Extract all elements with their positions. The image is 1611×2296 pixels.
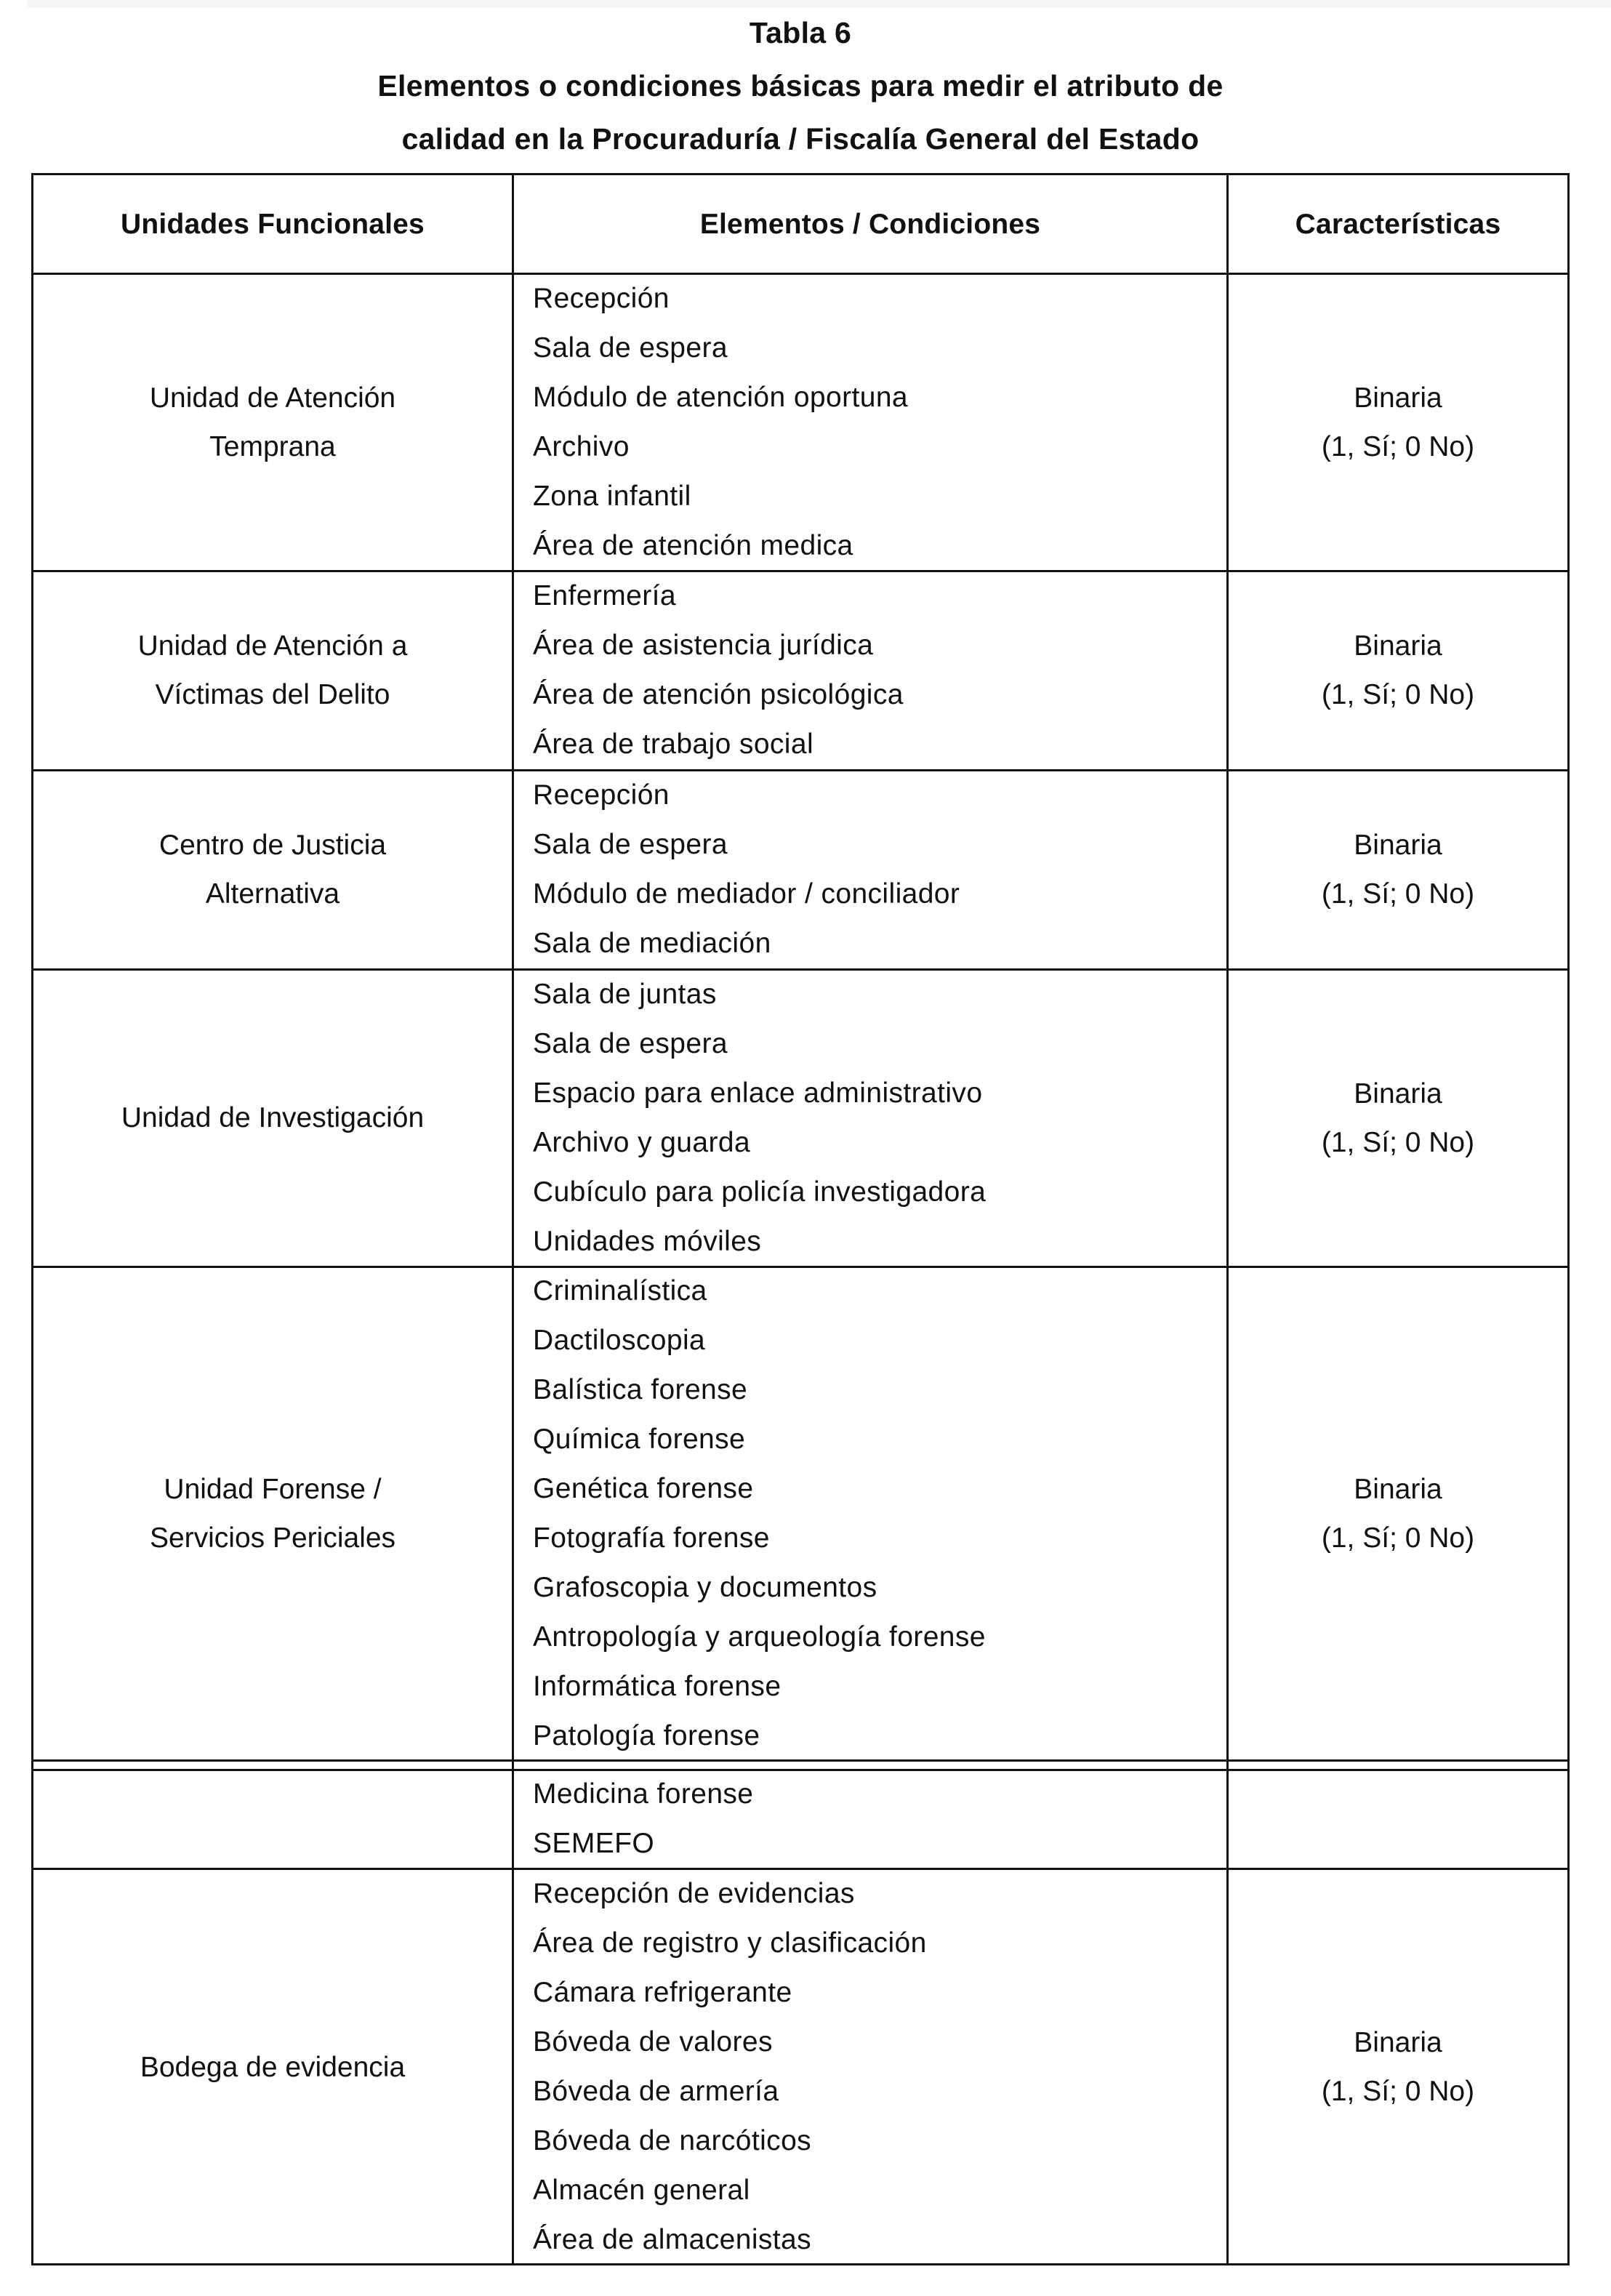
characteristic-line: Binaria xyxy=(1354,830,1442,861)
characteristic-line: (1, Sí; 0 No) xyxy=(1321,679,1475,710)
unit-name-line: Unidad de Atención a xyxy=(137,630,408,662)
characteristic-cell xyxy=(1229,1770,1567,1868)
element-item: Almacén general xyxy=(533,2175,750,2206)
element-item: Criminalística xyxy=(533,1275,707,1306)
unit-name-line: Alternativa xyxy=(205,878,340,910)
element-item: Antropología y arqueología forense xyxy=(533,1621,986,1653)
element-item: Módulo de atención oportuna xyxy=(533,382,909,413)
element-item: Sala de mediación xyxy=(533,928,771,959)
unit-name-cell xyxy=(33,770,512,969)
element-item: Área de atención medica xyxy=(533,530,853,561)
characteristic-cell xyxy=(1229,1267,1567,1760)
unit-name-line: Víctimas del Delito xyxy=(155,679,390,710)
header-elementos-condiciones: Elementos / Condiciones xyxy=(699,209,1041,240)
characteristic-line: Binaria xyxy=(1354,630,1442,662)
column-divider-1 xyxy=(512,173,514,2265)
unit-name-line: Servicios Periciales xyxy=(149,1522,396,1554)
unit-name-cell xyxy=(33,1868,512,2265)
element-item: Informática forense xyxy=(533,1671,782,1702)
element-list xyxy=(533,571,904,769)
element-item: Sala de espera xyxy=(533,1028,728,1059)
characteristic-line: (1, Sí; 0 No) xyxy=(1321,1522,1475,1554)
element-item: Sala de espera xyxy=(533,829,728,860)
characteristic-cell xyxy=(1229,1868,1567,2265)
table-caption-line-2: calidad en la Procuraduría / Fiscalía General del Estado xyxy=(401,122,1200,156)
unit-name-line: Bodega de evidencia xyxy=(140,2051,406,2083)
element-list xyxy=(533,274,908,571)
element-item: Sala de juntas xyxy=(533,979,717,1010)
characteristic-line: Binaria xyxy=(1354,2027,1442,2058)
element-item: Área de trabajo social xyxy=(533,728,814,760)
characteristic-line: (1, Sí; 0 No) xyxy=(1321,1126,1475,1158)
element-item: SEMEFO xyxy=(533,1828,655,1859)
characteristic-line: (1, Sí; 0 No) xyxy=(1321,430,1475,462)
element-item: Dactiloscopia xyxy=(533,1325,706,1356)
unit-name-cell xyxy=(33,969,512,1267)
unit-name-cell xyxy=(33,571,512,770)
element-list xyxy=(533,1770,753,1868)
characteristic-line: (1, Sí; 0 No) xyxy=(1321,878,1475,910)
characteristic-cell xyxy=(1229,770,1567,969)
characteristic-line: (1, Sí; 0 No) xyxy=(1321,2076,1475,2107)
element-item: Cámara refrigerante xyxy=(533,1977,792,2008)
element-item: Fotografía forense xyxy=(533,1522,770,1554)
element-item: Zona infantil xyxy=(533,481,691,512)
element-item: Bóveda de narcóticos xyxy=(533,2125,812,2156)
element-list xyxy=(533,1869,927,2265)
unit-name-line: Unidad de Atención xyxy=(149,382,396,414)
unit-name-cell xyxy=(33,1267,512,1760)
unit-name-line: Centro de Justicia xyxy=(158,830,387,861)
table-caption-line-1: Elementos o condiciones básicas para medir el atributo de xyxy=(377,69,1224,103)
element-item: Cubículo para policía investigadora xyxy=(533,1176,987,1208)
element-item: Medicina forense xyxy=(533,1778,754,1810)
element-item: Archivo xyxy=(533,431,630,462)
element-item: Archivo y guarda xyxy=(533,1127,751,1158)
element-item: Patología forense xyxy=(533,1720,760,1751)
table-number-title: Tabla 6 xyxy=(749,16,852,49)
unit-name-line: Unidad Forense / xyxy=(164,1473,382,1505)
element-item: Área de asistencia jurídica xyxy=(533,630,874,661)
element-item: Bóveda de armería xyxy=(533,2076,779,2107)
element-item: Espacio para enlace administrativo xyxy=(533,1077,983,1109)
unit-name-cell xyxy=(33,273,512,571)
characteristic-cell xyxy=(1229,969,1567,1267)
header-caracteristicas: Características xyxy=(1295,209,1501,240)
element-item: Química forense xyxy=(533,1424,746,1455)
element-item: Recepción xyxy=(533,779,670,811)
element-item: Área de registro y clasificación xyxy=(533,1927,927,1959)
characteristic-cell xyxy=(1229,273,1567,571)
unit-name-line: Unidad de Investigación xyxy=(121,1102,425,1133)
header-unidades-funcionales: Unidades Funcionales xyxy=(121,209,425,240)
unit-name-line: Temprana xyxy=(209,430,336,462)
element-item: Balística forense xyxy=(533,1374,748,1405)
element-item: Recepción xyxy=(533,283,670,314)
element-item: Bóveda de valores xyxy=(533,2026,773,2058)
element-item: Genética forense xyxy=(533,1473,754,1504)
element-item: Recepción de evidencias xyxy=(533,1878,855,1909)
element-item: Área de atención psicológica xyxy=(533,679,904,710)
characteristic-cell xyxy=(1229,571,1567,770)
characteristic-line: Binaria xyxy=(1354,382,1442,414)
element-item: Área de almacenistas xyxy=(533,2224,812,2255)
characteristic-line: Binaria xyxy=(1354,1077,1442,1109)
element-list xyxy=(533,771,960,968)
element-item: Sala de espera xyxy=(533,332,728,364)
element-list xyxy=(533,1267,986,1761)
unit-name-cell xyxy=(33,1770,512,1868)
element-item: Módulo de mediador / conciliador xyxy=(533,878,960,910)
element-item: Enfermería xyxy=(533,580,676,611)
element-item: Unidades móviles xyxy=(533,1226,762,1257)
element-item: Grafoscopia y documentos xyxy=(533,1572,877,1603)
characteristic-line: Binaria xyxy=(1354,1473,1442,1505)
element-list xyxy=(533,970,986,1267)
